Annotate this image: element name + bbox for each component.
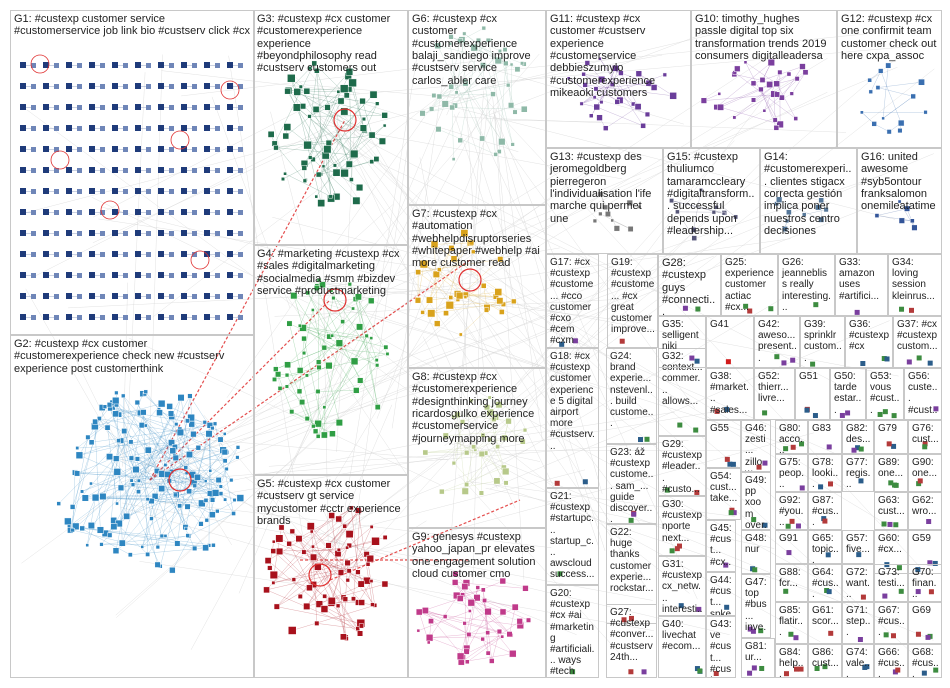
group-label-g72: G72: want... — [846, 567, 871, 601]
group-label-g69: G69 — [912, 605, 931, 616]
group-box-g19 — [607, 254, 658, 348]
group-label-g60: G60: #cx... — [878, 533, 903, 556]
group-box-g43 — [706, 616, 736, 678]
group-box-g30 — [658, 496, 706, 556]
group-box-g81 — [741, 638, 775, 678]
group-label-g4: G4: #marketing #custexp #cx #sales #digitalmarketing #socialmedia #smm #bizdev service #productmarketing — [257, 248, 403, 297]
group-box-g8 — [408, 368, 546, 528]
group-box-g49 — [741, 472, 771, 530]
group-label-g90: G90: one... — [912, 457, 938, 480]
group-box-g31 — [658, 556, 706, 616]
group-label-g5: G5: #custexp #cx customer #custserv gt service mycustomer #cctr experience brands — [257, 478, 404, 527]
group-label-g76: G76: cust... — [912, 423, 939, 446]
group-label-g86: G86: cust... — [812, 647, 839, 670]
group-box-g16 — [857, 148, 942, 254]
group-box-g39 — [800, 316, 845, 368]
group-label-g36: G36: #custexp #cx — [849, 319, 892, 353]
group-label-g91: G91 — [779, 533, 798, 544]
group-box-g5 — [253, 475, 408, 678]
group-label-g49: G49: pp xoom over. — [745, 475, 767, 530]
group-label-g46: G46: zesti... zillo — [745, 423, 767, 468]
group-label-g77: G77: regis... — [846, 457, 871, 491]
group-box-g61 — [808, 602, 842, 644]
group-box-g68 — [908, 644, 942, 678]
group-label-g85: G85: flatir... — [779, 605, 804, 639]
group-label-g75: G75: peop... — [779, 457, 805, 491]
group-label-g66: G66: #cus... — [878, 647, 905, 678]
group-box-g44 — [706, 572, 736, 616]
group-box-g11 — [546, 10, 691, 148]
group-box-g18 — [546, 348, 599, 488]
group-label-g27: G27: #custexp #conver... #custserv 24th... — [610, 607, 657, 663]
group-label-g55: G55 — [710, 423, 729, 434]
group-label-g3: G3: #custexp #cx customer #customerexperience experience #beyondphilosophy read #custserv customers out — [257, 13, 394, 75]
group-box-g20 — [546, 585, 599, 678]
group-label-g34: G34: loving session kleinrus... — [892, 257, 935, 302]
group-box-g26 — [778, 254, 835, 316]
group-label-g44: G44: #cust... spke — [710, 575, 732, 616]
group-box-g62 — [908, 492, 942, 530]
group-box-g2 — [10, 335, 255, 678]
group-box-g86 — [808, 644, 842, 678]
group-box-g72 — [842, 564, 874, 602]
group-label-g39: G39: sprinklr custom... — [804, 319, 842, 364]
group-label-g28: G28: #custexp guys #connecti... — [662, 257, 716, 316]
group-label-g54: G54: cust... take... — [710, 471, 740, 505]
group-label-g50: G50: tarde estar... — [834, 371, 862, 416]
group-label-g13: G13: #custexp des jeromegoldberg pierregeron l'individualisation l'ife marche qui permet une — [550, 151, 655, 225]
group-box-g79 — [874, 420, 908, 454]
group-box-g74 — [842, 644, 874, 678]
group-box-g15 — [663, 148, 760, 254]
group-box-g29 — [658, 436, 706, 496]
group-label-g41: G41 — [710, 319, 729, 330]
group-box-g13 — [546, 148, 663, 254]
group-label-g47: G47: top #bus... inve. — [745, 577, 767, 633]
group-box-g41 — [706, 316, 754, 368]
group-box-g88 — [775, 564, 808, 602]
group-box-g70 — [908, 564, 942, 602]
group-box-g80 — [775, 420, 808, 454]
group-box-g77 — [842, 454, 874, 492]
group-box-g63 — [874, 492, 908, 530]
group-label-g71: G71: step... — [846, 605, 871, 639]
group-label-g59: G59 — [912, 533, 931, 544]
group-label-g33: G33: amazon uses #artifici... — [839, 257, 880, 302]
group-box-g90 — [908, 454, 942, 492]
group-label-g9: G9: genesys #custexp yahoo_japan_pr elevates one engagement solution cloud customer cmo — [412, 531, 539, 580]
group-label-g74: G74: vale... — [846, 647, 871, 678]
group-label-g79: G79 — [878, 423, 897, 434]
group-box-g65 — [808, 530, 842, 564]
group-box-g54 — [706, 468, 741, 520]
group-label-g89: G89: one... — [878, 457, 904, 480]
group-box-g71 — [842, 602, 874, 644]
group-label-g57: G57: five... — [846, 533, 871, 556]
group-box-g64 — [808, 564, 842, 602]
group-box-g78 — [808, 454, 842, 492]
group-box-g67 — [874, 602, 908, 644]
group-box-g42 — [754, 316, 800, 368]
group-box-g53 — [866, 368, 904, 420]
group-label-g31: G31: #custexp cx_netw... interesti.. — [662, 559, 703, 615]
group-box-g35 — [658, 316, 706, 368]
group-label-g78: G78: looki... — [812, 457, 839, 491]
group-label-g30: G30: #custexp nporte next... — [662, 499, 705, 544]
group-label-g19: G19: #custexp #custome... #cx great customer improve... — [611, 257, 655, 336]
group-box-g87 — [808, 492, 842, 530]
group-box-g82 — [842, 420, 874, 454]
group-box-g25 — [721, 254, 778, 316]
group-box-g21 — [546, 488, 599, 585]
group-label-g70: G70: finan... — [912, 567, 937, 601]
group-box-g33 — [835, 254, 888, 316]
group-label-g25: G25: experience customer actiac #cx... — [725, 257, 777, 313]
group-box-g69 — [908, 602, 942, 644]
group-box-g10 — [691, 10, 837, 148]
group-box-g45 — [706, 520, 736, 572]
group-box-g57 — [842, 530, 874, 564]
group-label-g87: G87: #cus... — [812, 495, 839, 529]
group-box-g55 — [706, 420, 741, 468]
group-label-g45: G45: #cust... #cx.. — [710, 523, 732, 568]
group-label-g37: G37: #cx #custexp custom... — [897, 319, 940, 353]
group-label-g51: G51 — [799, 371, 818, 382]
group-label-g18: G18: #cx #custexp customer experience 5 digital airport more #custserv... — [550, 351, 596, 452]
group-box-g24 — [606, 348, 657, 444]
group-box-g75 — [775, 454, 808, 492]
group-label-g81: G81: ur... — [745, 641, 770, 664]
group-box-g83 — [808, 420, 842, 454]
group-box-g48 — [741, 530, 771, 574]
group-box-g85 — [775, 602, 808, 644]
group-label-g88: G88: fcr... — [779, 567, 804, 590]
group-box-g56 — [904, 368, 942, 420]
group-box-g7 — [408, 205, 546, 368]
group-box-g38 — [706, 368, 754, 420]
group-label-g48: G48: nur — [745, 533, 770, 556]
group-box-g34 — [888, 254, 942, 316]
group-label-g21: G21: #custexp #startupc... startup_c... awscloud success... — [550, 491, 595, 581]
group-label-g29: G29: #custexp #leader... #custo... — [662, 439, 705, 495]
group-label-g67: G67: #cus... — [878, 605, 905, 639]
group-label-g84: G84: help... — [779, 647, 804, 678]
group-box-g36 — [845, 316, 893, 368]
group-box-g12 — [837, 10, 942, 148]
group-label-g43: G43: ve #cust... #cus — [710, 619, 732, 675]
group-box-g84 — [775, 644, 808, 678]
group-label-g40: G40: livechat #ecom... — [662, 619, 701, 653]
group-box-g91 — [775, 530, 808, 564]
group-label-g14: G14: #customerexperi... clientes stigacx correcta gestión implica poner nuestros centro decisiones — [764, 151, 852, 237]
group-label-g42: G42: aweso... present... — [758, 319, 799, 364]
group-box-g17 — [546, 254, 599, 348]
group-label-g62: G62: wro... — [912, 495, 937, 518]
group-box-g51 — [795, 368, 830, 420]
group-label-g11: G11: #custexp #cx customer #custserv experience #customerservice debbieszumylo #customerexperience mikeaoki customers — [550, 13, 659, 99]
group-label-g22: G22: huge thanks customer experie... rockstar... — [610, 527, 654, 594]
group-box-g46 — [741, 420, 771, 472]
group-label-g20: G20: #custexp #cx #ai #marketing #artificiali... ways #tech — [550, 588, 595, 678]
group-box-g40 — [658, 616, 706, 678]
group-label-g26: G26: jeannebliss really interesting... — [782, 257, 831, 313]
group-box-g76 — [908, 420, 942, 454]
group-label-g65: G65: topic... — [812, 533, 839, 564]
group-label-g23: G23: áž #custexp custome... sam_... guide discover... — [610, 447, 654, 524]
group-box-g28 — [658, 254, 721, 316]
group-label-g73: G73: testi... — [878, 567, 905, 590]
group-label-g53: G53: vous #cust... — [870, 371, 900, 416]
group-label-g92: G92: #you... — [779, 495, 804, 529]
group-box-g4 — [253, 245, 408, 475]
group-label-g24: G24: brand experie... nstevenl... build custome... — [610, 351, 654, 430]
group-box-g92 — [775, 492, 808, 530]
group-box-g37 — [893, 316, 942, 368]
group-box-g27 — [606, 604, 657, 678]
group-label-g82: G82: des... — [846, 423, 871, 446]
group-label-g10: G10: timothy_hughes passle digital top six transformation trends 2019 consumers digitalleadersa — [695, 13, 830, 62]
group-label-g83: G83 — [812, 423, 831, 434]
group-label-g80: G80: acco... — [779, 423, 804, 454]
group-label-g52: G52: thierr... livre... — [758, 371, 792, 405]
group-box-g47 — [741, 574, 771, 638]
group-label-g68: G68: #cus... — [912, 647, 939, 678]
group-label-g35: G35: selligent niki — [662, 319, 702, 353]
group-label-g8: G8: #custexp #cx #customerexperience #designthinking journey ricardosgulko experience #customerservice #journeymapping more — [412, 371, 538, 445]
group-box-g73 — [874, 564, 908, 602]
group-box-g52 — [754, 368, 795, 420]
group-box-g89 — [874, 454, 908, 492]
group-label-g17: G17: #cx #custexp #custome... #cco customer #cxo #cem #cxm — [550, 257, 594, 347]
group-box-g1 — [10, 10, 255, 335]
group-label-g16: G16: united awesome #syb5ontour franksalomon onemileatatime — [861, 151, 936, 213]
group-label-g61: G61: scor... — [812, 605, 839, 628]
group-box-g14 — [760, 148, 857, 254]
group-box-g66 — [874, 644, 908, 678]
group-label-g12: G12: #custexp #cx one confirmit team customer check out here cxpa_assoc — [841, 13, 940, 62]
group-label-g2: G2: #custexp #cx customer #customerexperience check new #custserv experience post customerthink — [14, 338, 228, 375]
group-label-g64: G64: #cus... — [812, 567, 839, 601]
group-box-g23 — [606, 444, 657, 524]
group-label-g63: G63: cust... — [878, 495, 905, 518]
group-box-g9 — [408, 528, 546, 678]
group-label-g56: G56: custe... #cust.. — [908, 371, 938, 416]
group-label-g38: G38: #market... #sales... — [710, 371, 749, 416]
group-label-g32: G32: context... commer... allows... — [662, 351, 706, 407]
group-label-g15: G15: #custexp thuliumco tamaramccleary #digitaltransform... successful depends upon #leadership... — [667, 151, 755, 237]
group-box-g50 — [830, 368, 866, 420]
group-label-g7: G7: #custexp #cx #automation #webhelpdisruptorseries #whitepaper #webhelp #ai more customer read — [412, 208, 543, 270]
group-label-g6: G6: #custexp #cx customer #customerexperience balaji_sandiego improve #custserv service carlos_abler care — [412, 13, 534, 87]
group-box-g6 — [408, 10, 546, 205]
group-label-g1: G1: #custexp customer service #customerservice job link bio #custserv click #cx — [14, 13, 250, 38]
group-box-g3 — [253, 10, 408, 245]
